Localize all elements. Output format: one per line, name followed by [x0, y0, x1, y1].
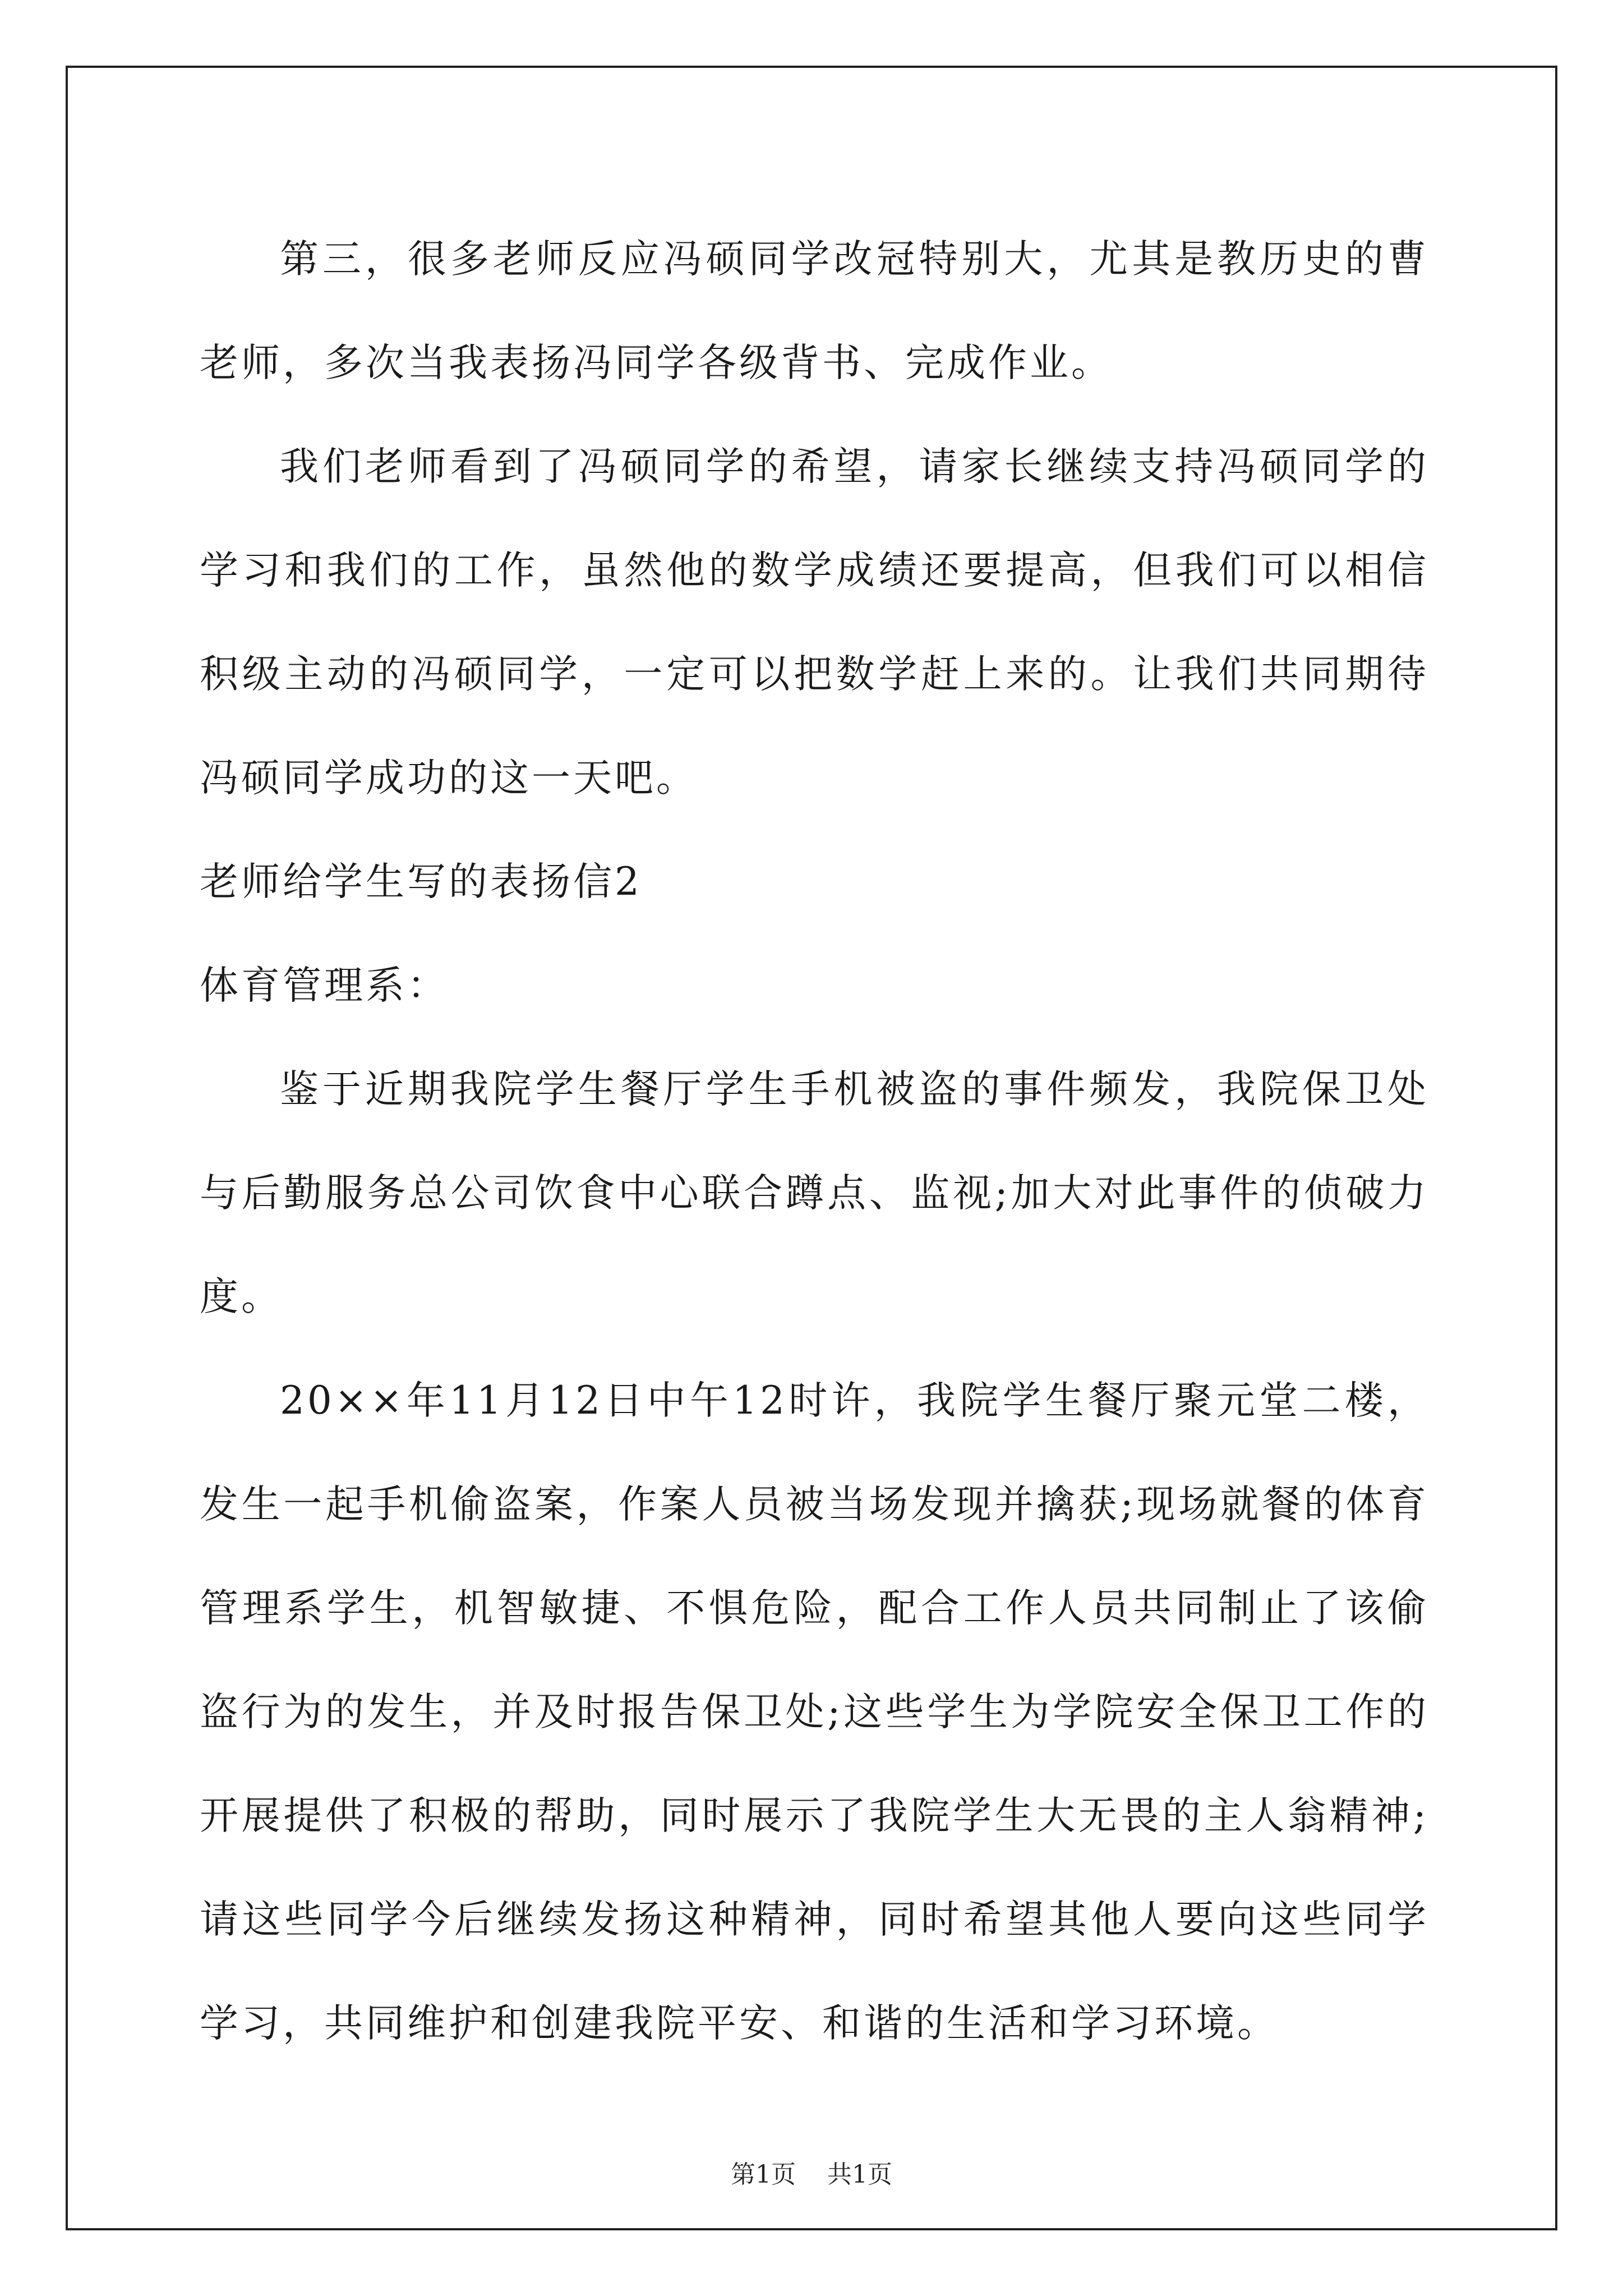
paragraph-2: 我们老师看到了冯硕同学的希望，请家长继续支持冯硕同学的学习和我们的工作，虽然他的数学成绩还要提高，但我们可以相信积级主动的冯硕同学，一定可以把数学赶上来的。让我们共同期待冯硕同学成功的这一天吧。: [200, 444, 1429, 800]
paragraph-3: 鉴于近期我院学生餐厅学生手机被盗的事件频发，我院保卫处与后勤服务总公司饮食中心联合蹲点、监视;加大对此事件的侦破力度。: [200, 1067, 1429, 1319]
salutation: 体育管理系：: [200, 963, 449, 1008]
paragraph-1: 第三，很多老师反应冯硕同学改冠特别大，尤其是教历史的曹老师，多次当我表扬冯同学各级背书、完成作业。: [200, 237, 1429, 385]
page-footer: [0, 2154, 1623, 2190]
document-body: [200, 208, 1429, 2076]
page-total: 共1页: [827, 2160, 892, 2189]
paragraph-4: 20××年11月12日中午12时许，我院学生餐厅聚元堂二楼，发生一起手机偷盗案，作案人员被当场发现并擒获;现场就餐的体育管理系学生，机智敏捷、不惧危险，配合工作人员共同制止了该偷盗行为的发生，并及时报告保卫处;这些学生为学院安全保卫工作的开展提供了积极的帮助，同时展示了我院学生大无畏的主人翁精神;请这些同学今后继续发扬这种精神，同时希望其他人要向这些同学学习，共同维护和创建我院平安、和谐的生活和学习环境。: [200, 1378, 1429, 2046]
footer-gap: [796, 2160, 827, 2189]
section-title: 老师给学生写的表扬信2: [200, 859, 642, 904]
page-number: 第1页: [731, 2160, 796, 2189]
